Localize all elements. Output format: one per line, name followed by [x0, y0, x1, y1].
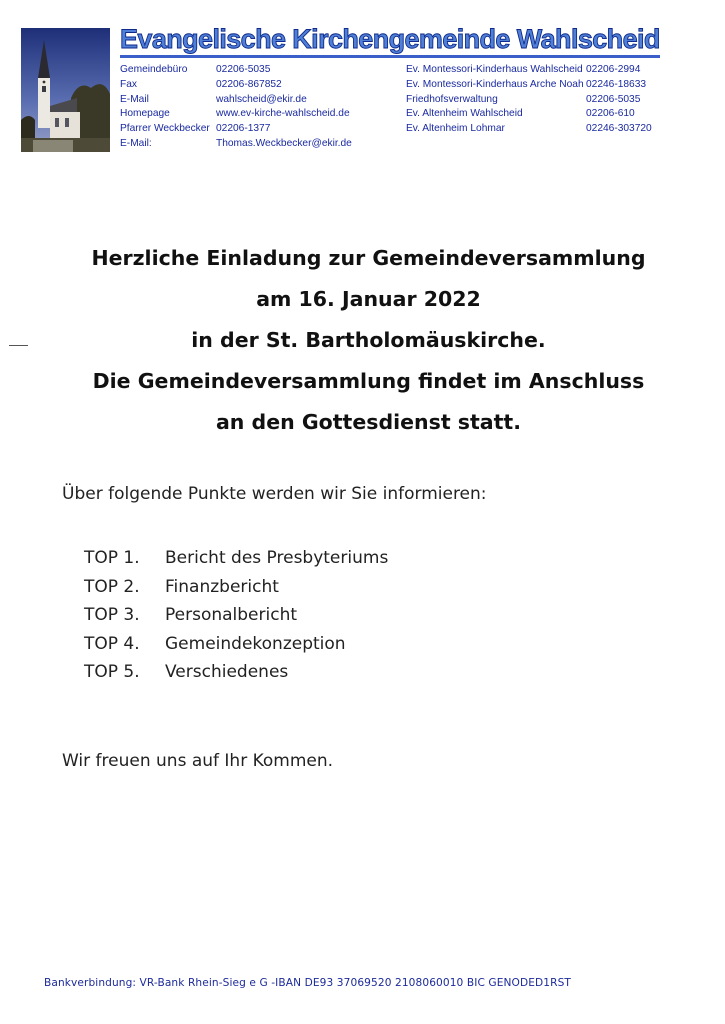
- contact-value: 02206-2994: [586, 64, 641, 75]
- agenda-number: TOP 3.: [84, 605, 140, 626]
- pastor-email-link[interactable]: Thomas.Weckbecker@ekir.de: [216, 137, 352, 149]
- contact-value: 02206-5035: [586, 93, 641, 105]
- agenda-text: Gemeindekonzeption: [165, 633, 346, 654]
- contact-row: [120, 93, 400, 108]
- contact-label: Ev. Altenheim Wahlscheid: [406, 108, 523, 120]
- organization-title: Evangelische Kirchengemeinde Wahlscheid: [120, 24, 660, 54]
- invitation-line: an den Gottesdienst statt.: [215, 410, 522, 434]
- contact-label: Friedhofsverwaltung: [406, 93, 498, 105]
- contact-value: 02206-1377: [216, 123, 271, 135]
- contact-value: 02206-867852: [216, 78, 282, 90]
- agenda-number: TOP 5.: [84, 662, 140, 683]
- contact-row: [120, 122, 400, 137]
- agenda-number: TOP 2.: [84, 576, 140, 597]
- contact-label: Ev. Montessori-Kinderhaus Arche Noah: [406, 78, 584, 90]
- homepage-link[interactable]: www.ev-kirche-wahlscheid.de: [216, 108, 350, 120]
- invitation-line: Die Gemeindeversammlung findet im Anschluss: [92, 369, 645, 393]
- fold-mark: [9, 345, 28, 346]
- contact-row: [406, 63, 706, 78]
- agenda-number: TOP 1.: [84, 548, 140, 568]
- contact-row: [120, 78, 400, 93]
- title-underline: [120, 55, 660, 58]
- contact-value: 02206-5035: [216, 64, 271, 75]
- contact-label: Gemeindebüro: [120, 64, 188, 75]
- contact-label: E-Mail:: [120, 137, 152, 149]
- contact-label: Ev. Montessori-Kinderhaus Wahlscheid: [406, 64, 583, 75]
- church-photo: [21, 28, 110, 152]
- contact-row: [406, 107, 706, 122]
- contact-table-right: [406, 63, 706, 137]
- intro-text: Über folgende Punkte werden wir Sie informieren:: [62, 484, 487, 504]
- contact-row: [120, 63, 400, 78]
- contact-row: [406, 122, 706, 137]
- contact-row: [406, 78, 706, 93]
- invitation-line: Herzliche Einladung zur Gemeindeversammlung: [91, 246, 646, 270]
- contact-row: [406, 93, 706, 108]
- invitation-line: am 16. Januar 2022: [256, 287, 481, 311]
- contact-label: Homepage: [120, 108, 170, 120]
- agenda-text: Verschiedenes: [165, 662, 289, 683]
- contact-label: Fax: [120, 78, 137, 90]
- closing-text: Wir freuen uns auf Ihr Kommen.: [62, 751, 334, 771]
- agenda-number: TOP 4.: [84, 633, 140, 654]
- invitation-line: in der St. Bartholomäuskirche.: [191, 328, 546, 352]
- invitation-heading: [40, 238, 697, 443]
- agenda-text: Bericht des Presbyteriums: [165, 548, 389, 568]
- agenda-text: Finanzbericht: [165, 576, 279, 597]
- contact-label: E-Mail: [120, 93, 149, 105]
- contact-row: [120, 107, 400, 122]
- contact-row: [120, 137, 400, 152]
- agenda-text: Personalbericht: [165, 605, 298, 626]
- contact-value: 02246-303720: [586, 123, 652, 135]
- email-link[interactable]: wahlscheid@ekir.de: [216, 93, 307, 105]
- contact-label: Ev. Altenheim Lohmar: [406, 123, 505, 135]
- contact-table-left: [120, 63, 400, 152]
- bank-details-footer: Bankverbindung: VR-Bank Rhein-Sieg e G -IBAN DE93 37069520 2108060010 BIC GENODED1RST: [44, 977, 571, 989]
- contact-label: Pfarrer Weckbecker: [120, 123, 210, 135]
- contact-value: 02246-18633: [586, 78, 647, 90]
- church-illustration: [21, 28, 110, 152]
- contact-value: 02206-610: [586, 108, 635, 120]
